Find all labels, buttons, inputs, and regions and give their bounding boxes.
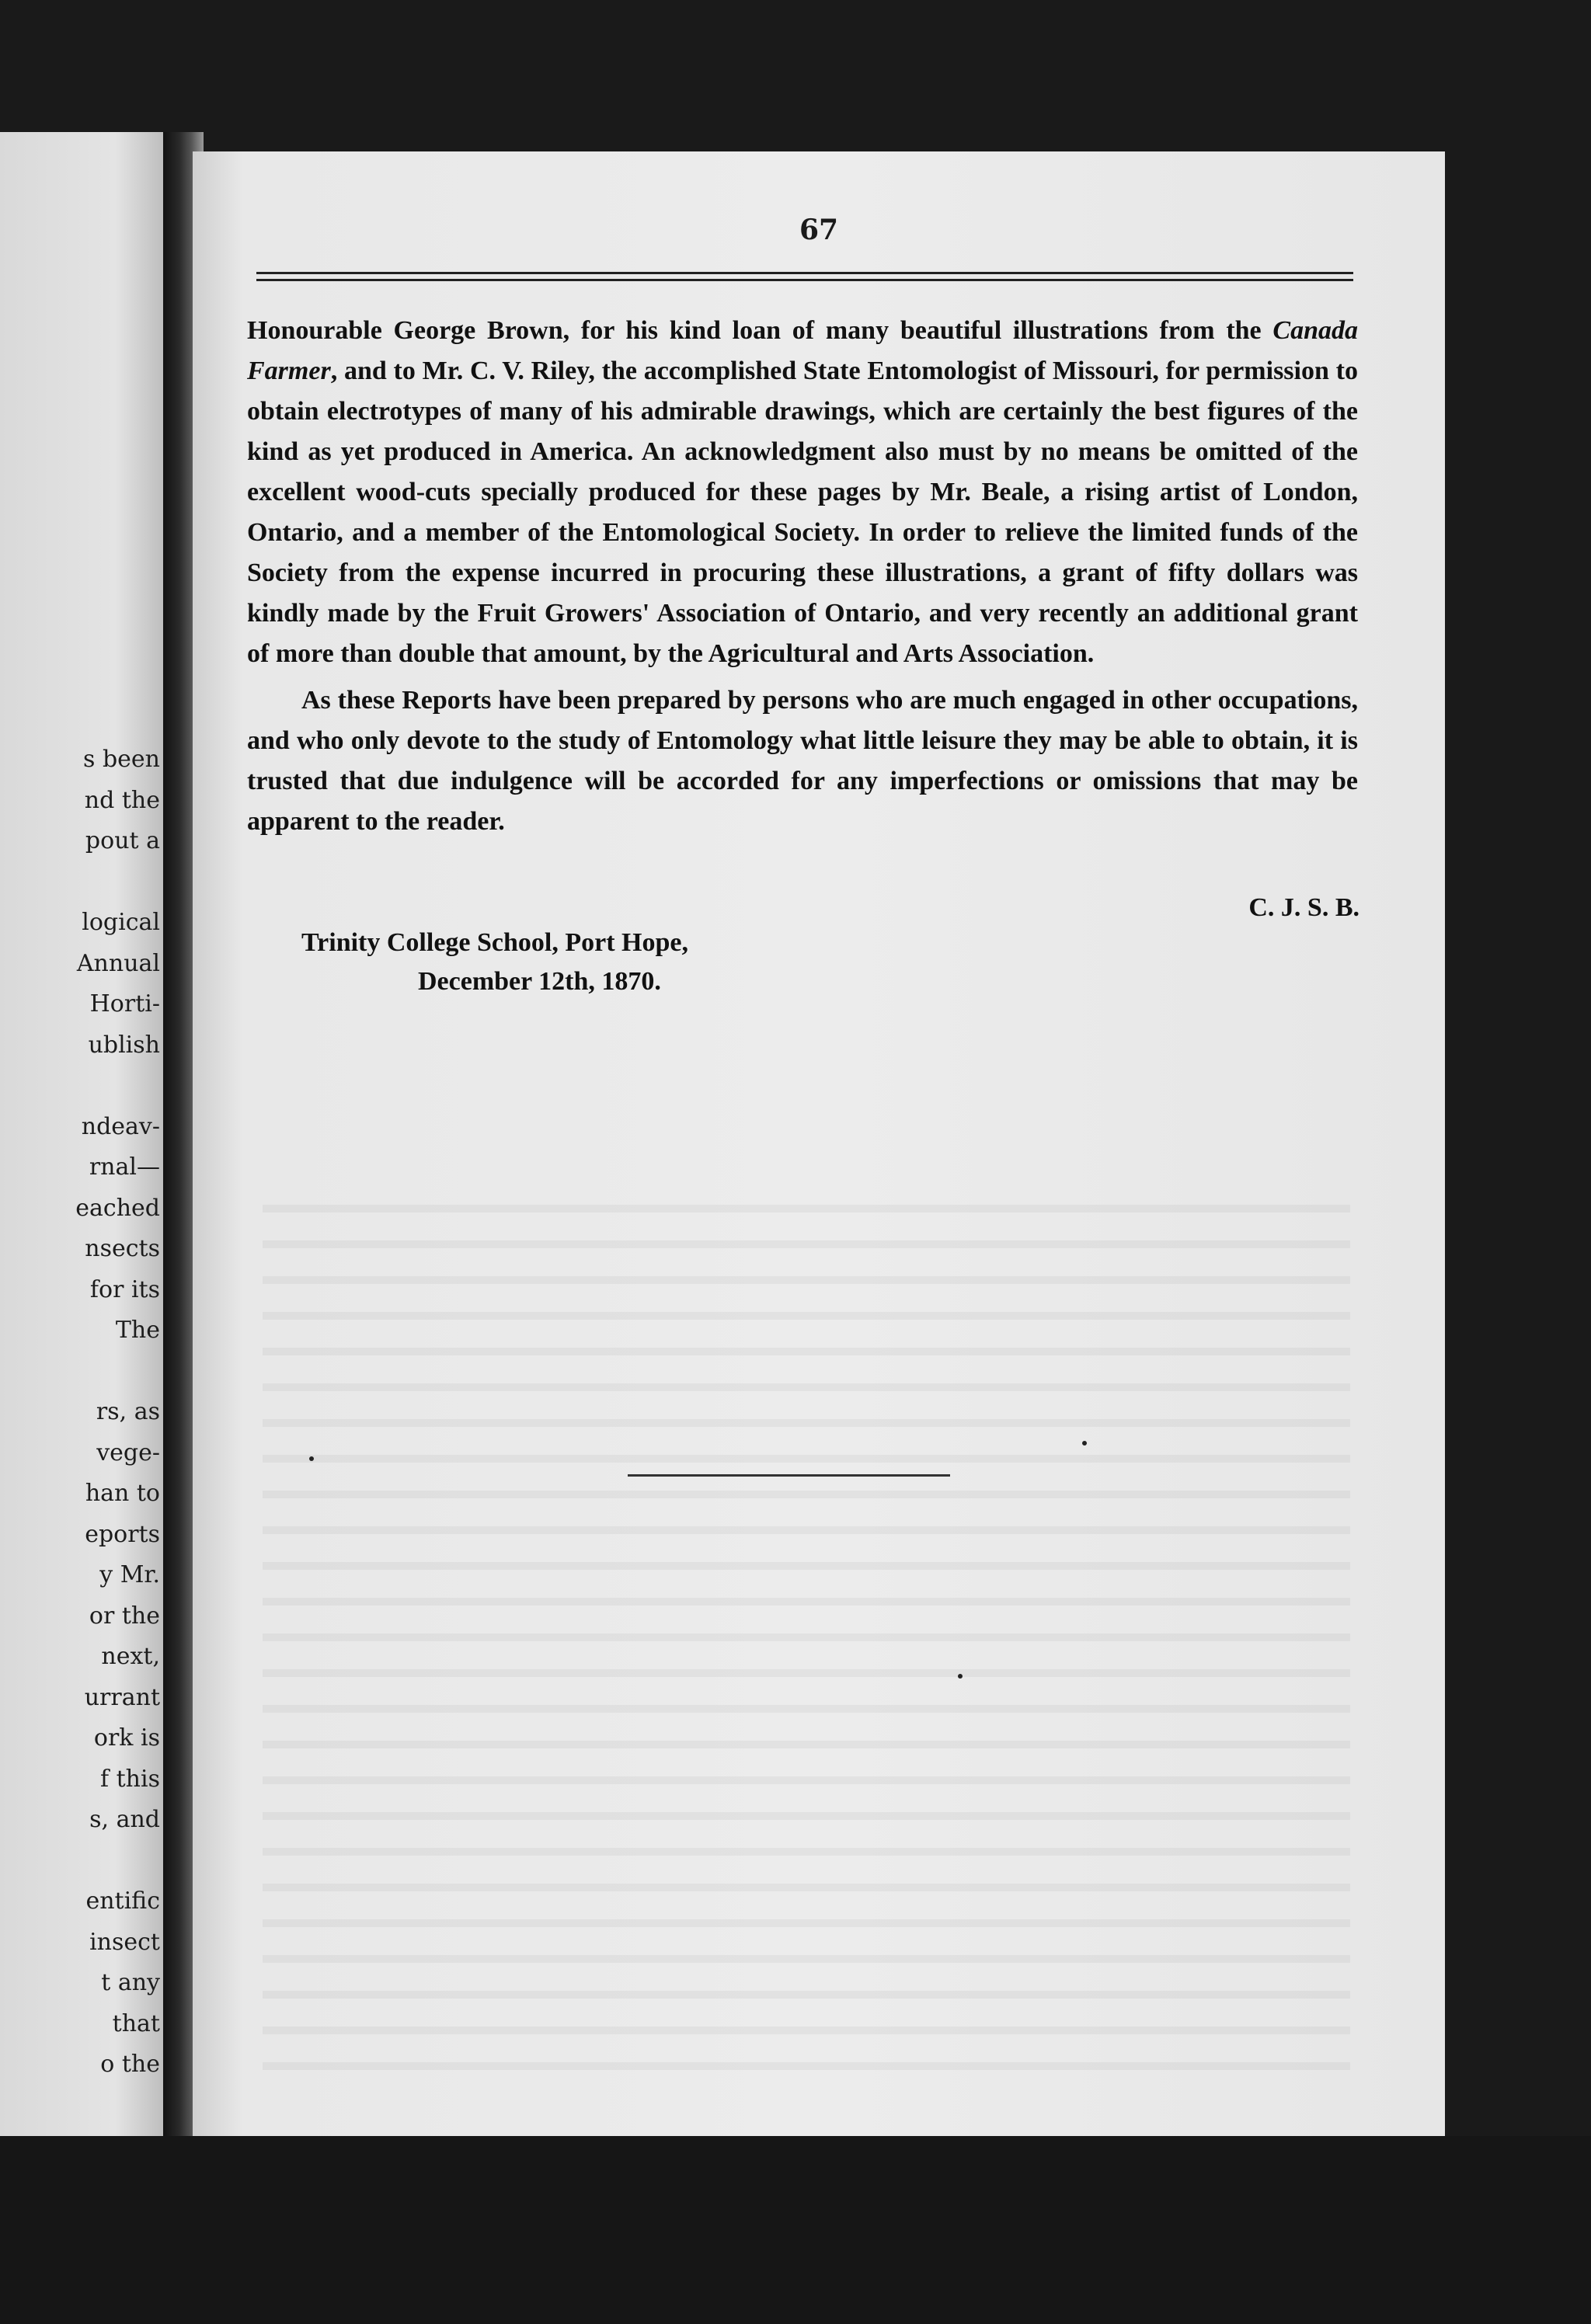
text-segment: , and to Mr. C. V. Riley, the accomplished State Entomologist of Missouri, for permission to obtain electrotypes of many of his admirable drawings, which are certainly the best figures of the kind as yet produced in America. An acknowledgment also must by no means be omitted of the excellent wood-cuts specially produced for these pages by Mr. Beale, a rising artist of London, Ontario, and a member of the Entomological Society. In order to relieve the limited funds of the Society from the expense incurred in procuring these illustrations, a grant of fifty dollars was kindly made by the Fruit Growers' Association of Ontario, and very recently an additional grant of more than double that amount, by the Agricultural and Arts Association. [247, 357, 1358, 668]
bleed-through-texture [263, 1177, 1350, 2070]
left-page-line: t any [101, 1969, 160, 1996]
left-page-line: for its [89, 1275, 160, 1303]
left-page-line: ork is [93, 1724, 160, 1752]
speck [1082, 1441, 1087, 1446]
text-segment: As these Reports have been prepared by persons who are much engaged in other occupations, and who only devote to the study of Entomology what little leisure they may be able to obtain, it is trusted that due indulgence will be accorded for any imperfections or omissions that may be apparent to the reader. [247, 686, 1358, 836]
signature-place: Trinity College School, Port Hope, [301, 928, 688, 957]
paragraph-2 [247, 680, 1358, 842]
left-page-line: o the [100, 2051, 160, 2078]
left-page-line: rnal— [89, 1153, 160, 1181]
left-page-line: rs, as [96, 1398, 160, 1425]
left-page-line: ublish [88, 1031, 160, 1059]
left-page-line: eports [85, 1520, 160, 1548]
left-page-line: The [115, 1317, 160, 1344]
left-page-line: logical [82, 909, 160, 936]
left-page-line: pout a [85, 827, 160, 854]
left-page-line: insect [89, 1928, 160, 1956]
left-page-line: entific [85, 1887, 160, 1915]
left-page-line: Annual [76, 949, 160, 977]
end-rule [628, 1474, 950, 1477]
italic-title: Canada Farmer [247, 316, 1358, 385]
left-page-line: that [112, 2009, 160, 2037]
left-page-line: eached [75, 1194, 160, 1222]
left-facing-page [0, 132, 165, 2136]
paragraph-1 [247, 311, 1358, 674]
text-segment: Honourable George Brown, for his kind loan of many beautiful illustrations from the [247, 316, 1273, 345]
left-page-line: urrant [84, 1683, 160, 1711]
header-double-rule [256, 272, 1353, 281]
left-page-line: y Mr. [99, 1561, 160, 1588]
left-page-line: nd the [84, 786, 160, 814]
scan-border [0, 2136, 1591, 2324]
speck [309, 1456, 314, 1461]
left-page-line: han to [85, 1480, 160, 1507]
left-page-line: next, [101, 1643, 160, 1670]
left-page-line: Horti- [89, 990, 160, 1018]
page-number: 67 [799, 214, 839, 246]
left-page-line: s, and [89, 1806, 160, 1833]
speck [958, 1674, 963, 1679]
left-page-line: nsects [85, 1235, 160, 1262]
left-page-line: s been [83, 746, 160, 773]
main-page [193, 151, 1445, 2136]
signature-initials: C. J. S. B. [1248, 893, 1359, 922]
left-page-line: ndeav- [81, 1112, 160, 1140]
signature-date: December 12th, 1870. [418, 967, 661, 996]
left-page-line: or the [89, 1602, 160, 1630]
left-page-line: f this [99, 1765, 160, 1793]
body-text [247, 311, 1358, 842]
left-page-line: vege- [96, 1439, 160, 1466]
